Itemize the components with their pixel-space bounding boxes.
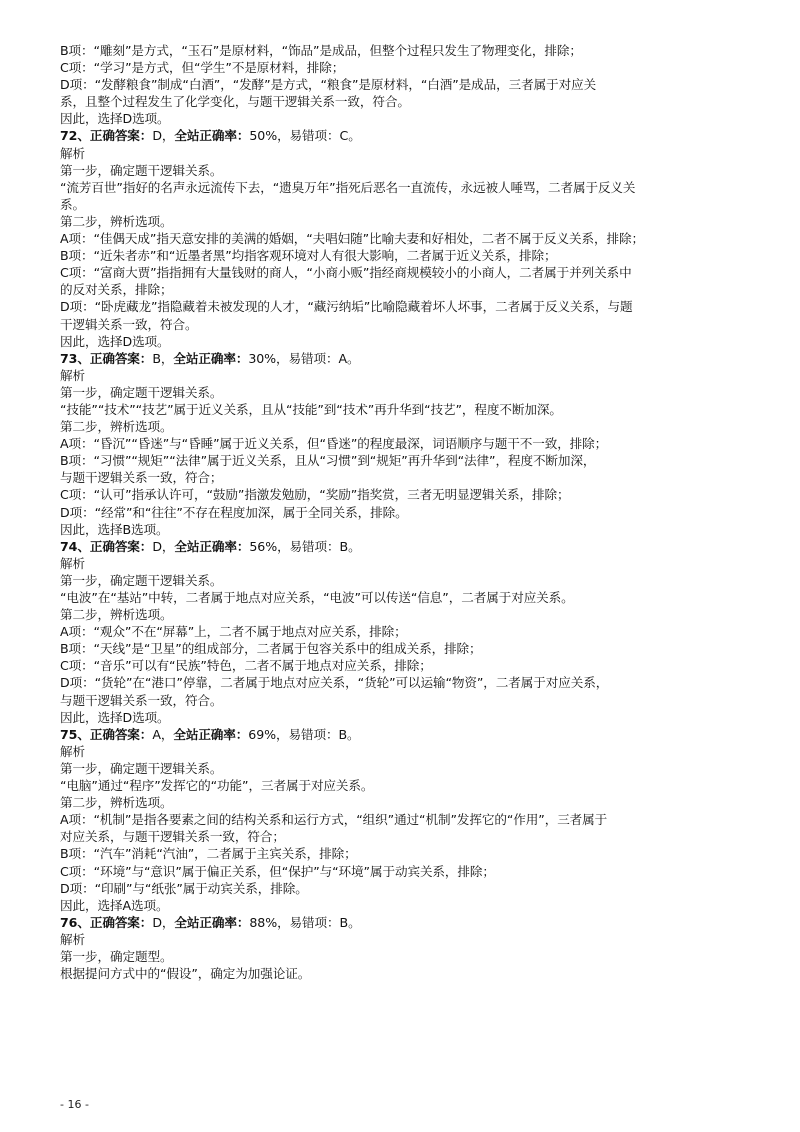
text-line: C项：“音乐”可以有“民族”特色，二者不属于地点对应关系，排除； bbox=[60, 658, 432, 674]
answer-value: D， bbox=[152, 128, 175, 144]
text-line: 解析 bbox=[60, 145, 85, 161]
rate-label: 全站正确率： bbox=[174, 538, 250, 554]
text-line: D项：“印刷”与“纸张”属于动宾关系，排除。 bbox=[60, 880, 308, 896]
rate-value: 88%，易错项：B。 bbox=[249, 914, 361, 930]
answer-label: 正确答案： bbox=[89, 538, 153, 554]
question-number: 74、 bbox=[60, 538, 90, 554]
question-number: 73、 bbox=[60, 350, 90, 366]
text-line: 因此，选择A选项。 bbox=[60, 897, 169, 913]
text-line: 因此，选择D选项。 bbox=[60, 709, 170, 725]
text-line: 系。 bbox=[60, 196, 85, 212]
text-line: D项：“发酵粮食”制成“白酒”，“发酵”是方式，“粮食”是原材料，“白酒”是成品，三者属于对应关 bbox=[60, 77, 597, 93]
text-line: 第一步，确定题型。 bbox=[60, 948, 173, 964]
text-line: C项：“富商大贾”指指拥有大量钱财的商人，“小商小贩”指经商规模较小的小商人，二者属于并列关系中 bbox=[60, 265, 632, 281]
text-line: 第二步，辨析选项。 bbox=[60, 795, 173, 811]
question-number: 72、 bbox=[60, 128, 90, 144]
rate-value: 30%，易错项：A。 bbox=[248, 350, 360, 366]
answer-label: 正确答案： bbox=[89, 914, 153, 930]
text-line: “技能”“技术”“技艺”属于近义关系，且从“技能”到“技术”再升华到“技艺”，程度不断加深。 bbox=[60, 401, 562, 417]
text-line: 第一步，确定题干逻辑关系。 bbox=[60, 384, 223, 400]
answer-value: D， bbox=[152, 538, 175, 554]
text-line: B项：“天线”是“卫星”的组成部分，二者属于包容关系中的组成关系，排除； bbox=[60, 641, 482, 657]
answer-heading-74 bbox=[60, 538, 748, 555]
rate-value: 56%，易错项：B。 bbox=[249, 538, 361, 554]
rate-value: 69%，易错项：B。 bbox=[248, 726, 360, 742]
rate-label: 全站正确率： bbox=[174, 914, 250, 930]
rate-label: 全站正确率： bbox=[174, 128, 250, 144]
text-line: 解析 bbox=[60, 931, 85, 947]
answer-heading-72 bbox=[60, 127, 748, 144]
text-line: 解析 bbox=[60, 555, 85, 571]
text-line: 第二步，辨析选项。 bbox=[60, 419, 173, 435]
text-line: “电脑”通过“程序”发挥它的“功能”，三者属于对应关系。 bbox=[60, 778, 374, 794]
text-line: 第二步，辨析选项。 bbox=[60, 213, 173, 229]
rate-label: 全站正确率： bbox=[173, 726, 249, 742]
text-line: B项：“近朱者赤”和“近墨者黑”均指客观环境对人有很大影响，二者属于近义关系，排除； bbox=[60, 248, 557, 264]
text-line: 因此，选择D选项。 bbox=[60, 333, 170, 349]
text-line: 第二步，辨析选项。 bbox=[60, 607, 173, 623]
question-number: 76、 bbox=[60, 914, 90, 930]
text-line: 因此，选择B选项。 bbox=[60, 521, 169, 537]
text-line: C项：“学习”是方式，但“学生”不是原材料，排除； bbox=[60, 60, 345, 76]
text-line: C项：“认可”指承认许可，“鼓励”指激发勉励，“奖励”指奖赏，三者无明显逻辑关系，排除； bbox=[60, 487, 570, 503]
text-line: A项：“观众”不在“屏幕”上，二者不属于地点对应关系，排除； bbox=[60, 624, 407, 640]
answer-heading-73 bbox=[60, 350, 748, 367]
document-page bbox=[60, 42, 748, 982]
text-line: 第一步，确定题干逻辑关系。 bbox=[60, 572, 223, 588]
text-line: 根据提问方式中的“假设”，确定为加强论证。 bbox=[60, 966, 311, 982]
text-line: B项：“汽车”消耗“汽油”，二者属于主宾关系，排除； bbox=[60, 846, 357, 862]
text-line: C项：“环境”与“意识”属于偏正关系，但“保护”与“环境”属于动宾关系，排除； bbox=[60, 863, 495, 879]
text-line: 对应关系，与题干逻辑关系一致，符合； bbox=[60, 829, 285, 845]
text-line: 的反对关系，排除； bbox=[60, 282, 173, 298]
text-line: A项：“佳偶天成”指天意安排的美满的婚姻，“夫唱妇随”比喻夫妻和好相处，二者不属于反义关系，排除； bbox=[60, 231, 644, 247]
answer-value: B， bbox=[152, 350, 174, 366]
text-line: 与题干逻辑关系一致，符合。 bbox=[60, 692, 223, 708]
text-line: B项：“雕刻”是方式，“玉石”是原材料，“饰品”是成品，但整个过程只发生了物理变化，排除； bbox=[60, 43, 582, 58]
text-line: 因此，选择D选项。 bbox=[60, 111, 170, 127]
text-line: “电波”在“基站”中转，二者属于地点对应关系，“电波”可以传送“信息”，二者属于对应关系。 bbox=[60, 590, 574, 605]
rate-label: 全站正确率： bbox=[173, 350, 249, 366]
text-line: D项：“经常”和“往往”不存在程度加深，属于全同关系，排除。 bbox=[60, 504, 408, 520]
question-number: 75、 bbox=[60, 726, 90, 742]
text-line: “流芳百世”指好的名声永远流传下去，“遗臭万年”指死后恶名一直流传，永远被人唾骂，二者属于反义关 bbox=[60, 179, 636, 195]
text-line: 系，且整个过程发生了化学变化，与题干逻辑关系一致，符合。 bbox=[60, 94, 410, 110]
text-line: D项：“货轮”在“港口”停靠，二者属于地点对应关系，“货轮”可以运输“物资”，二者属于对应关系， bbox=[60, 675, 609, 691]
answer-label: 正确答案： bbox=[89, 726, 153, 742]
answer-heading-75 bbox=[60, 726, 748, 743]
text-line: 解析 bbox=[60, 743, 85, 759]
text-line: 解析 bbox=[60, 367, 85, 383]
answer-value: D， bbox=[152, 914, 175, 930]
text-line: 第一步，确定题干逻辑关系。 bbox=[60, 162, 223, 178]
text-line: 干逻辑关系一致，符合。 bbox=[60, 316, 198, 332]
page-number: - 16 - bbox=[60, 1098, 89, 1111]
text-line: B项：“习惯”“规矩”“法律”属于近义关系，且从“习惯”到“规矩”再升华到“法律”，程度不断加深， bbox=[60, 453, 596, 469]
answer-label: 正确答案： bbox=[89, 350, 153, 366]
text-line: 与题干逻辑关系一致，符合； bbox=[60, 470, 223, 486]
answer-heading-76 bbox=[60, 914, 748, 931]
text-line: 第一步，确定题干逻辑关系。 bbox=[60, 760, 223, 776]
text-line: D项：“卧虎藏龙”指隐藏着未被发现的人才，“藏污纳垢”比喻隐藏着坏人坏事，二者属于反义关系，与题 bbox=[60, 299, 633, 315]
rate-value: 50%，易错项：C。 bbox=[249, 128, 361, 144]
text-line: A项：“昏沉”“昏迷”与“昏睡”属于近义关系，但“昏迷”的程度最深，词语顺序与题干不一致，排除； bbox=[60, 436, 608, 452]
answer-value: A， bbox=[152, 726, 174, 742]
text-line: A项：“机制”是指各要素之间的结构关系和运行方式，“组织”通过“机制”发挥它的“作用”，三者属于 bbox=[60, 812, 608, 828]
answer-label: 正确答案： bbox=[89, 128, 153, 144]
